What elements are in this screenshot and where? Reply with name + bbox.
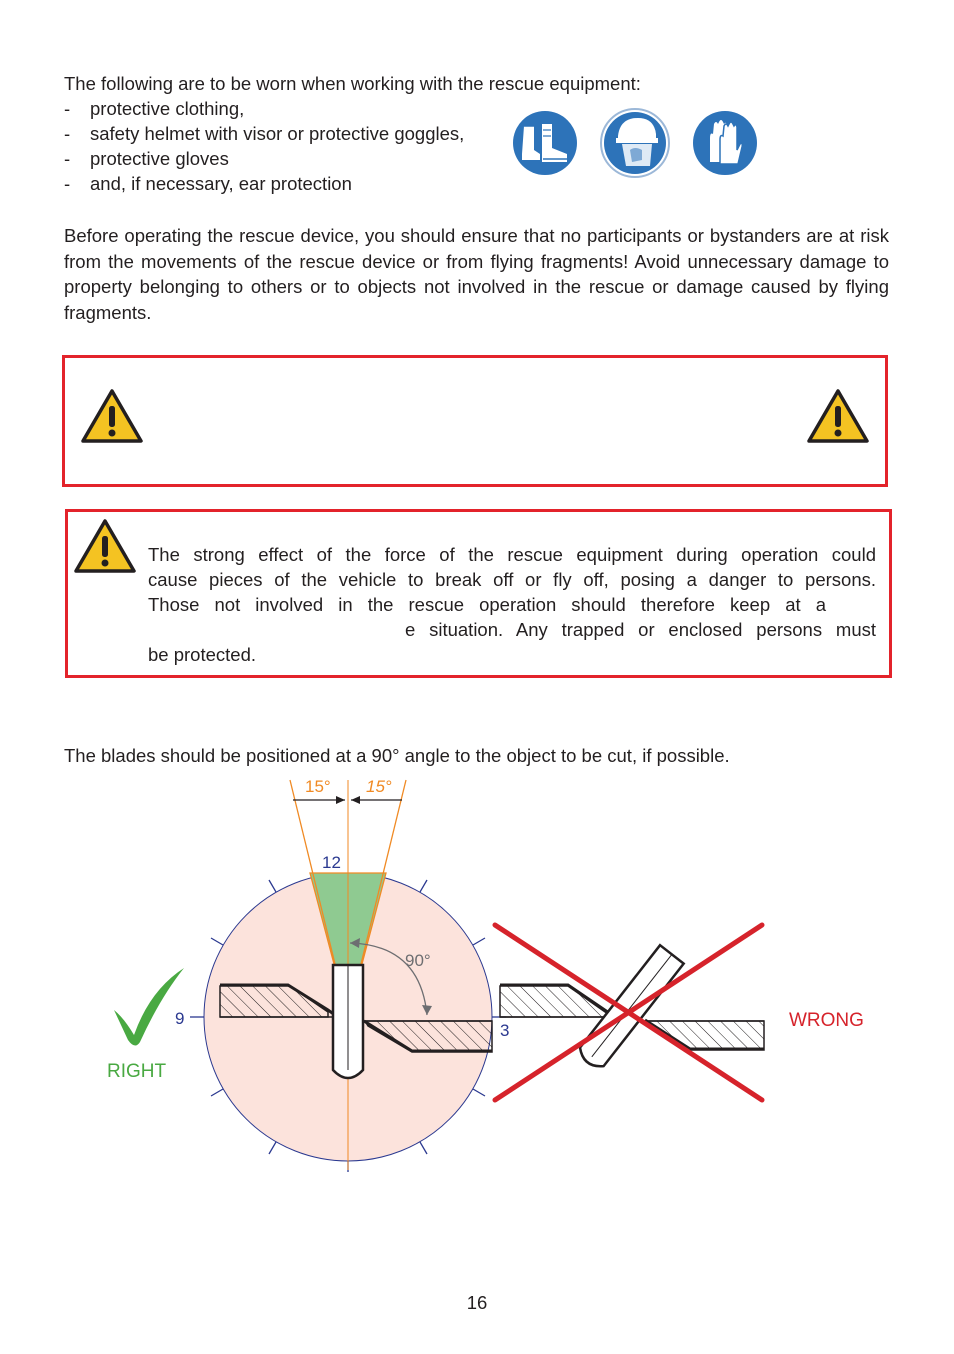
warning-line: Those not involved in the rescue operation should therefore keep at a bbox=[148, 594, 826, 615]
protective-gloves-icon bbox=[690, 108, 760, 178]
clock-3-label: 3 bbox=[500, 1021, 510, 1040]
clock-12-label: 12 bbox=[322, 853, 341, 872]
list-item: - protective clothing, bbox=[64, 98, 245, 119]
angle-90-label: 90° bbox=[405, 951, 431, 970]
warning-line: be protected. bbox=[148, 644, 256, 665]
clock-9-label: 9 bbox=[175, 1009, 185, 1028]
blade-angle-diagram bbox=[100, 770, 880, 1190]
angle-left-label: 15° bbox=[305, 777, 331, 796]
warning-triangle-icon bbox=[806, 388, 870, 444]
warning-line: cause pieces of the vehicle to break off or fly off, posing a danger to persons. bbox=[148, 569, 876, 590]
danger-box bbox=[62, 355, 888, 487]
right-label: RIGHT bbox=[107, 1061, 167, 1082]
right-check-icon bbox=[114, 968, 184, 1046]
warning-triangle-icon bbox=[80, 388, 144, 444]
risk-paragraph: Before operating the rescue device, you should ensure that no participants or bystanders are at risk from the movements of the rescue device or from flying fragments! Avoid unnecessary damage to property belonging to others or to objects not involved in the rescue or damage caused by flying fragments. bbox=[64, 225, 889, 323]
list-item: - and, if necessary, ear protection bbox=[64, 173, 352, 194]
warning-triangle-icon bbox=[73, 518, 137, 574]
warning-box bbox=[65, 509, 892, 678]
page-number: 16 bbox=[466, 1292, 488, 1313]
intro-text: The following are to be worn when working with the rescue equipment: bbox=[64, 73, 641, 94]
ppe-list bbox=[64, 96, 464, 196]
wrong-label: WRONG bbox=[789, 1010, 864, 1031]
list-item: - safety helmet with visor or protective goggles, bbox=[64, 123, 465, 144]
warning-line: The strong effect of the force of the rescue equipment during operation could bbox=[148, 544, 876, 565]
list-item: - protective gloves bbox=[64, 148, 229, 169]
warning-text bbox=[148, 542, 876, 667]
blades-instruction: The blades should be positioned at a 90° angle to the object to be cut, if possible. bbox=[64, 745, 730, 766]
face-shield-icon bbox=[600, 108, 670, 178]
safety-boots-icon bbox=[510, 108, 580, 178]
warning-line: e situation. Any trapped or enclosed persons must bbox=[405, 619, 876, 640]
ppe-icons bbox=[510, 108, 755, 178]
angle-right-label: 15° bbox=[366, 777, 392, 796]
